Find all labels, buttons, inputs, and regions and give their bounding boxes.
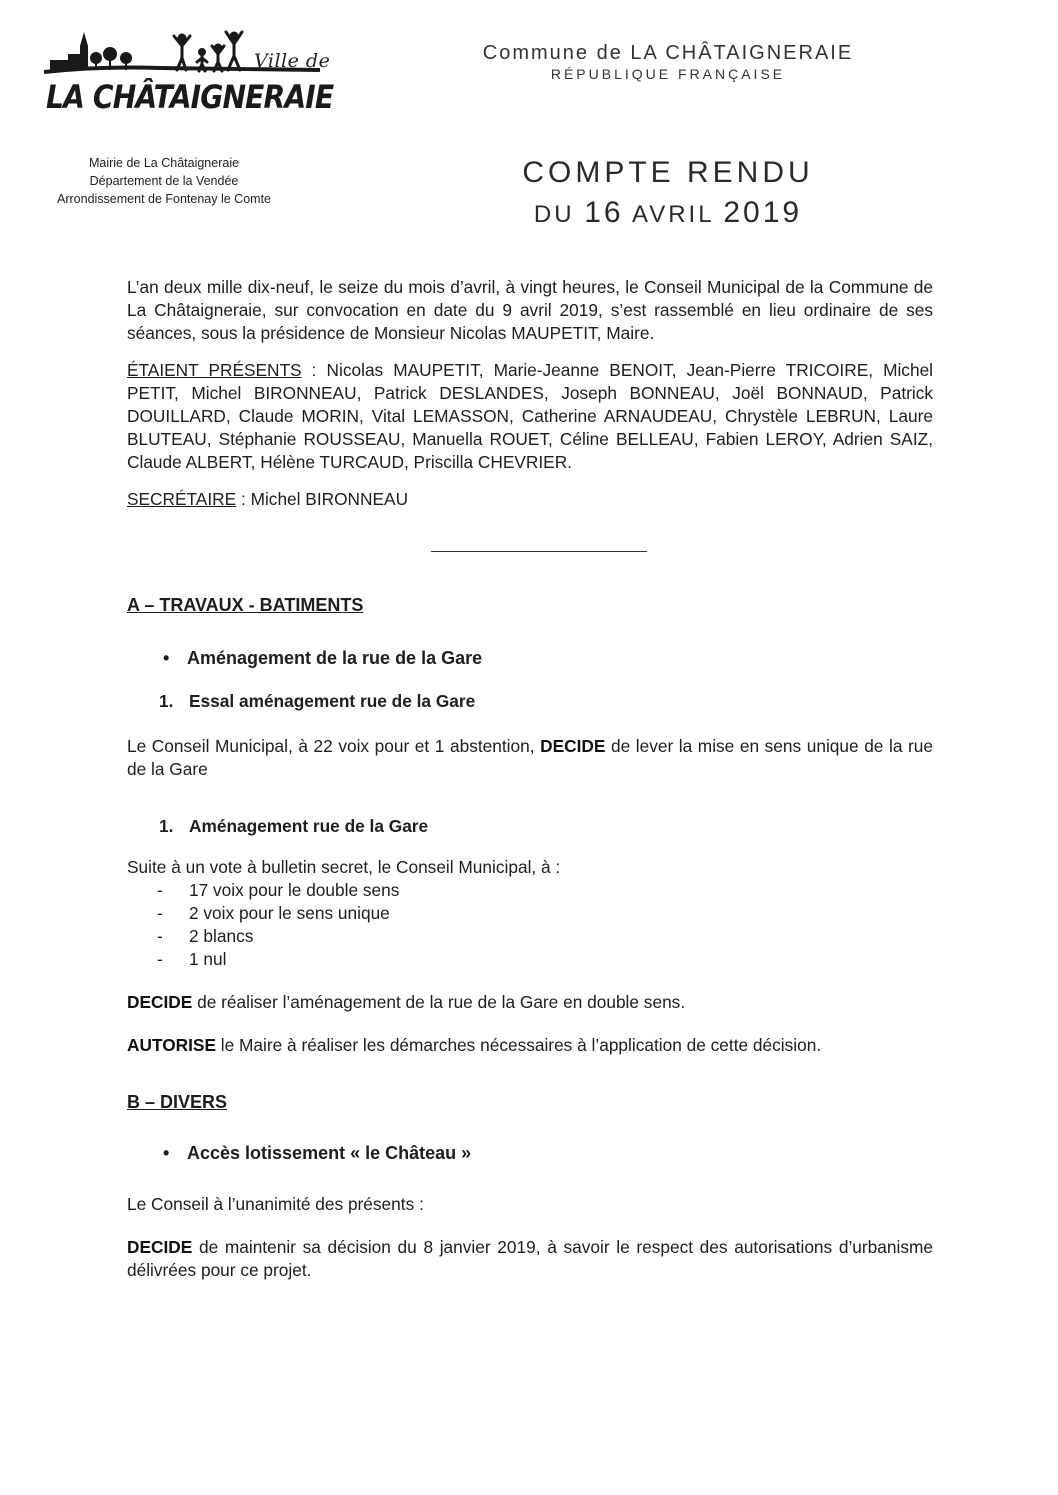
dash: -: [157, 949, 163, 969]
item2-autorise: AUTORISE: [127, 1035, 216, 1055]
date-month: AVRIL: [631, 201, 714, 228]
dash: -: [157, 926, 163, 946]
presents-paragraph: [127, 359, 933, 474]
secretaire-name: Michel BIRONNEAU: [250, 489, 409, 509]
vote-text: 1 nul: [189, 949, 227, 969]
bullet-text: Accès lotissement « le Château »: [187, 1143, 472, 1163]
item-number: 1.: [159, 691, 174, 711]
item2-autorise-text: le Maire à réaliser les démarches nécessaires à l’application de cette décision.: [215, 1035, 822, 1055]
item2-decide: DECIDE: [127, 992, 193, 1012]
date-year: 2019: [723, 196, 803, 229]
vote-intro: Suite à un vote à bulletin secret, le Conseil Municipal, à :: [127, 857, 561, 877]
presents-label: ÉTAIENT PRÉSENTS: [127, 360, 302, 380]
vote-text: 2 voix pour le sens unique: [189, 903, 390, 923]
section-b-heading: B – DIVERS: [127, 1092, 228, 1112]
date-day: 16: [584, 196, 624, 229]
bullet-icon: •: [163, 648, 170, 668]
presents-names: Nicolas MAUPETIT, Marie-Jeanne BENOIT, Jean-Pierre TRICOIRE, Michel PETIT, Michel BIRONNEAU, Patrick DESLANDES, Joseph BONNEAU, Joël BONNAUD, Patrick DOUILLARD, Claude MORIN, Vital LEMASSON, Catherine ARNAUDEAU, Chrystèle LEBRUN, Laure BLUTEAU, Stéphanie ROUSSEAU, Manuella ROUET, Céline BELLEAU, Fabien LEROY, Adrien SAIZ, Claude ALBERT, Hélène TURCAUD, Priscilla CHEVRIER.: [127, 360, 934, 472]
republique-francaise: RÉPUBLIQUE FRANÇAISE: [550, 66, 786, 82]
item1-decide: DECIDE: [540, 736, 606, 756]
item2-decide-paragraph: [127, 991, 933, 1014]
vote-item: [127, 948, 933, 971]
section-b-intro: Le Conseil à l’unanimité des présents :: [127, 1194, 424, 1214]
vote-item: [127, 879, 933, 902]
mairie-line: Mairie de La Châtaigneraie: [88, 156, 240, 170]
logo-town-name: LA CHÂTAIGNERAIE: [46, 78, 334, 116]
secretaire-paragraph: [127, 488, 933, 511]
intro-paragraph: L’an deux mille dix-neuf, le seize du mois d’avril, à vingt heures, le Conseil Municipal de la Commune de La Châtaigneraie, sur convocation en date du 9 avril 2019, s’est rassemblé en lieu ordinaire de ses séances, sous la présidence de Monsieur Nicolas MAUPETIT, Maire.: [127, 277, 933, 343]
section-b-decide: DECIDE: [127, 1237, 193, 1257]
item1-title: [159, 690, 933, 713]
item1-text-before: Le Conseil Municipal, à 22 voix pour et 1 abstention,: [127, 736, 541, 756]
section-a-bullet: [163, 647, 933, 670]
item2-decide-text: de réaliser l’aménagement de la rue de la Gare en double sens.: [192, 992, 686, 1012]
logo-ville-de: Ville de: [254, 50, 331, 72]
section-b-bullet: [163, 1142, 933, 1165]
bullet-text: Aménagement de la rue de la Gare: [187, 648, 483, 668]
dash: -: [157, 903, 163, 923]
commune-name: Commune de LA CHÂTAIGNERAIE: [482, 42, 854, 64]
town-logo: [40, 28, 340, 120]
secretaire-separator: :: [236, 489, 251, 509]
document-date: [420, 196, 916, 230]
item-number: 1.: [159, 816, 174, 836]
item1-text-after: de lever la mise en sens unique de la rue de la Gare: [127, 736, 933, 779]
separator-line: [431, 551, 647, 552]
item1-paragraph: [127, 735, 933, 781]
vote-item: [127, 902, 933, 925]
item2-title: [159, 815, 933, 838]
secretaire-label: SECRÉTAIRE: [127, 489, 237, 509]
mairie-address: [40, 154, 288, 208]
presents-separator: :: [301, 360, 327, 380]
section-b-decide-paragraph: [127, 1236, 933, 1282]
date-prefix: DU: [533, 201, 575, 228]
item2-autorise-paragraph: [127, 1034, 933, 1057]
section-b-decide-text: de maintenir sa décision du 8 janvier 2019, à savoir le respect des autorisations d’urbanisme délivrées pour ce projet.: [127, 1237, 933, 1280]
section-a-heading: A – TRAVAUX - BATIMENTS: [127, 595, 364, 615]
bullet-icon: •: [163, 1143, 170, 1163]
document-title: COMPTE RENDU: [522, 156, 814, 189]
dash: -: [157, 880, 163, 900]
mairie-line: Département de la Vendée: [89, 174, 239, 188]
vote-item: [127, 925, 933, 948]
item-title-text: Aménagement rue de la Gare: [189, 816, 429, 836]
vote-text: 2 blancs: [189, 926, 254, 946]
mairie-line: Arrondissement de Fontenay le Comte: [57, 192, 271, 206]
vote-list: [127, 879, 933, 971]
vote-text: 17 voix pour le double sens: [189, 880, 400, 900]
document-body: [127, 276, 933, 1282]
item-title-text: Essal aménagement rue de la Gare: [189, 691, 476, 711]
